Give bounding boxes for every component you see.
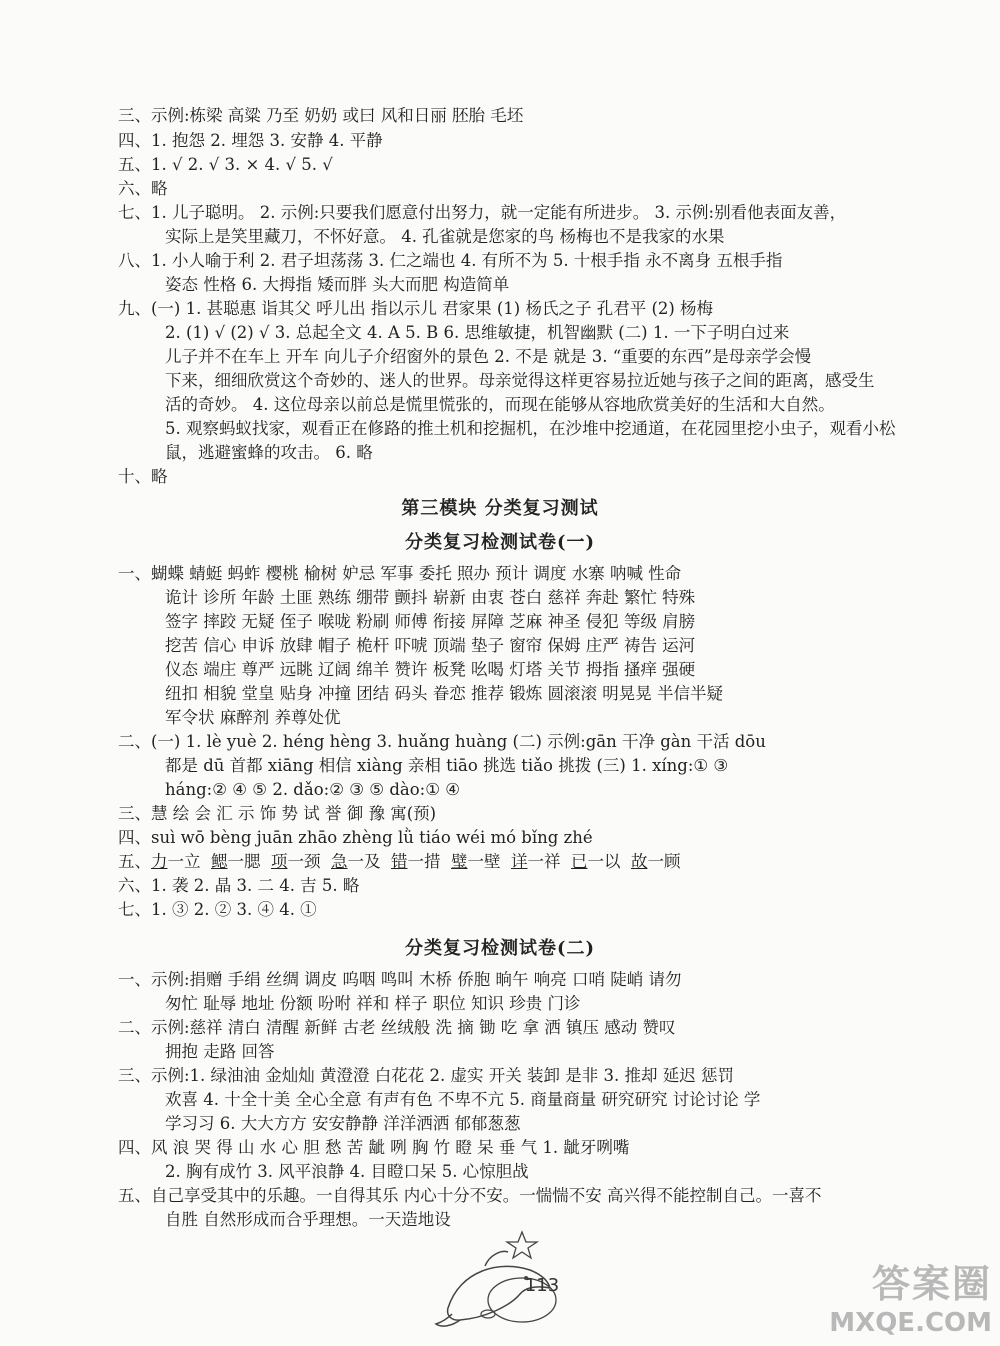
answer-line-five bbox=[118, 850, 878, 874]
answer-line: 一、示例:捐赠 手绢 丝绸 调皮 呜咽 鸣叫 木桥 侨胞 晌午 响亮 口哨 陡峭 请勿 bbox=[118, 970, 682, 989]
answer-line: 六、1. 袭 2. 晶 3. 二 4. 吉 5. 略 bbox=[118, 876, 360, 895]
watermark-url: MXQE.COM bbox=[829, 1308, 992, 1338]
answer-line: 鼠，逃避蜜蜂的攻击。 6. 略 bbox=[165, 443, 373, 462]
five-item-word: 力 bbox=[151, 852, 168, 871]
answer-line: 五、自己享受其中的乐趣。一自得其乐 内心十分不安。一惴惴不安 高兴得不能控制自己。一喜不 bbox=[118, 1186, 822, 1205]
answer-line: 儿子并不在车上 开车 向儿子介绍窗外的景色 2. 不是 就是 3. “重要的东西”是母亲学会慢 bbox=[165, 347, 812, 366]
five-item bbox=[571, 852, 621, 871]
answer-line: 纽扣 相貌 堂皇 贴身 冲撞 团结 码头 眷恋 推荐 锻炼 圆滚滚 明晃晃 半信半疑 bbox=[165, 684, 723, 703]
watermark-title: 答案圈 bbox=[871, 1262, 992, 1306]
five-item bbox=[511, 852, 561, 871]
answer-line: 九、(一) 1. 甚聪惠 诣其父 呼儿出 指以示儿 君家果 (1) 杨氏之子 孔君平 (2) 杨梅 bbox=[118, 299, 714, 318]
page-number: 113 bbox=[524, 1275, 560, 1296]
answer-line: 2. 胸有成竹 3. 风平浪静 4. 目瞪口呆 5. 心惊胆战 bbox=[165, 1162, 529, 1181]
answer-line: 七、1. ③ 2. ② 3. ④ 4. ① bbox=[118, 900, 317, 919]
answer-line: 诡计 诊所 年龄 土匪 熟练 绷带 颤抖 崭新 由衷 苍白 慈祥 奔赴 繁忙 特殊 bbox=[165, 588, 696, 607]
answer-line: 挖苦 信心 申诉 放肆 帽子 桅杆 吓唬 顶端 垫子 窗帘 保姆 庄严 祷告 运河 bbox=[165, 636, 696, 655]
five-item bbox=[271, 852, 321, 871]
five-item-rest: 一顾 bbox=[647, 852, 681, 871]
answer-line: 签字 摔跤 无疑 侄子 喉咙 粉刷 师傅 衔接 屏障 芝麻 神圣 侵犯 等级 肩膀 bbox=[165, 612, 696, 631]
five-item-rest: 一颈 bbox=[287, 852, 321, 871]
five-prefix: 五、 bbox=[118, 852, 151, 871]
answer-line: 仪态 端庄 尊严 远眺 辽阔 绵羊 赞许 板凳 吆喝 灯塔 关节 拇指 搔痒 强硬 bbox=[165, 660, 696, 679]
answer-line: 八、1. 小人喻于利 2. 君子坦荡荡 3. 仁之端也 4. 有所不为 5. 十根手指 永不离身 五根手指 bbox=[118, 251, 783, 270]
answer-line: 下来，细细欣赏这个奇妙的、迷人的世界。母亲觉得这样更容易拉近她与孩子之间的距离，感受生 bbox=[165, 371, 875, 390]
five-item-word: 急 bbox=[331, 852, 348, 871]
answer-line: 三、示例:栋梁 高粱 乃至 奶奶 或曰 风和日丽 胚胎 毛坯 bbox=[118, 106, 524, 125]
five-item-word: 错 bbox=[391, 852, 408, 871]
module-title: 第三模块 分类复习测试 bbox=[401, 498, 599, 519]
five-item bbox=[631, 852, 681, 871]
answer-line: 四、suì wō bèng juān zhāo zhèng lǜ tiáo wéi mó bǐng zhé bbox=[118, 828, 593, 847]
five-item-rest: 一立 bbox=[167, 852, 201, 871]
answer-line: 欢喜 4. 十全十美 全心全意 有声有色 不卑不亢 5. 商量商量 研究研究 讨论讨论 学 bbox=[165, 1090, 761, 1109]
answer-line: 十、略 bbox=[118, 467, 168, 486]
test1-title: 分类复习检测试卷(一) bbox=[404, 532, 596, 553]
five-item-word: 鳃 bbox=[211, 852, 228, 871]
answer-line: 三、慧 绘 会 汇 示 饰 势 试 誉 御 豫 寓(预) bbox=[118, 804, 437, 823]
answer-line: 五、1. √ 2. √ 3. × 4. √ 5. √ bbox=[118, 155, 333, 174]
five-item-rest: 一及 bbox=[347, 852, 381, 871]
five-item-word: 故 bbox=[631, 852, 648, 871]
answer-line: 四、1. 抱怨 2. 埋怨 3. 安静 4. 平静 bbox=[118, 131, 383, 150]
five-item-rest: 一以 bbox=[587, 852, 621, 871]
answer-line: 姿态 性格 6. 大拇指 矮而胖 头大而肥 构造简单 bbox=[165, 275, 510, 294]
five-item bbox=[331, 852, 381, 871]
five-item-word: 项 bbox=[271, 852, 288, 871]
answer-line: 学习习 6. 大大方方 安安静静 洋洋洒洒 郁郁葱葱 bbox=[165, 1114, 521, 1133]
five-item-rest: 一祥 bbox=[527, 852, 561, 871]
answer-line: 军令状 麻醉剂 养尊处优 bbox=[165, 708, 341, 727]
answer-line: háng:② ④ ⑤ 2. dǎo:② ③ ⑤ dào:① ④ bbox=[165, 780, 461, 799]
test2-title: 分类复习检测试卷(二) bbox=[404, 938, 596, 959]
answer-line: 实际上是笑里藏刀，不怀好意。 4. 孔雀就是您家的鸟 杨梅也不是我家的水果 bbox=[165, 227, 725, 246]
answer-line: 都是 dū 首都 xiāng 相信 xiàng 亲相 tiāo 挑选 tiǎo 挑拨 (三) 1. xíng:① ③ bbox=[165, 756, 729, 775]
five-item bbox=[451, 852, 501, 871]
five-item bbox=[391, 852, 441, 871]
answer-line: 2. (1) √ (2) √ 3. 总起全文 4. A 5. B 6. 思维敏捷，机智幽默 (二) 1. 一下子明白过来 bbox=[165, 323, 790, 342]
answer-line: 拥抱 走路 回答 bbox=[165, 1042, 275, 1061]
watermark bbox=[829, 1253, 992, 1338]
answer-line: 二、示例:慈祥 清白 清醒 新鲜 古老 丝绒般 洗 摘 锄 吃 拿 洒 镇压 感动 赞叹 bbox=[118, 1018, 676, 1037]
answer-line: 六、略 bbox=[118, 179, 168, 198]
answer-line: 匆忙 耻辱 地址 份额 吩咐 祥和 样子 职位 知识 珍贵 门诊 bbox=[165, 994, 581, 1013]
answer-line: 5. 观察蚂蚁找家，观看正在修路的推土机和挖掘机，在沙堆中挖通道，在花园里挖小虫子，观看小松 bbox=[165, 419, 896, 438]
five-item-rest: 一措 bbox=[407, 852, 441, 871]
five-item-rest: 一腮 bbox=[227, 852, 261, 871]
answer-line: 一、蝴蝶 蜻蜓 蚂蚱 樱桃 榆树 妒忌 军事 委托 照办 预计 调度 水寨 呐喊 性命 bbox=[118, 564, 682, 583]
answer-line: 二、(一) 1. lè yuè 2. héng hèng 3. huǎng huàng (二) 示例:gān 干净 gàn 干活 dōu bbox=[118, 732, 766, 751]
answer-line: 活的奇妙。 4. 这位母亲以前总是慌里慌张的，而现在能够从容地欣赏美好的生活和大自然。 bbox=[165, 395, 835, 414]
five-item-word: 璧 bbox=[451, 852, 468, 871]
five-item-word: 详 bbox=[511, 852, 528, 871]
five-item-word: 已 bbox=[571, 852, 588, 871]
answer-line: 七、1. 儿子聪明。 2. 示例:只要我们愿意付出努力，就一定能有所进步。 3. 示例:别看他表面友善， bbox=[118, 203, 847, 222]
answer-line: 三、示例:1. 绿油油 金灿灿 黄澄澄 白花花 2. 虚实 开关 装卸 是非 3. 推却 延迟 惩罚 bbox=[118, 1066, 734, 1085]
five-item bbox=[211, 852, 261, 871]
answer-line: 自胜 自然形成而合乎理想。一天造地设 bbox=[165, 1210, 451, 1229]
five-item bbox=[151, 852, 201, 871]
five-item-rest: 一壁 bbox=[467, 852, 501, 871]
answer-line: 四、风 浪 哭 得 山 水 心 胆 愁 苦 龇 咧 胸 竹 瞪 呆 垂 气 1. 龇牙咧嘴 bbox=[118, 1138, 630, 1157]
